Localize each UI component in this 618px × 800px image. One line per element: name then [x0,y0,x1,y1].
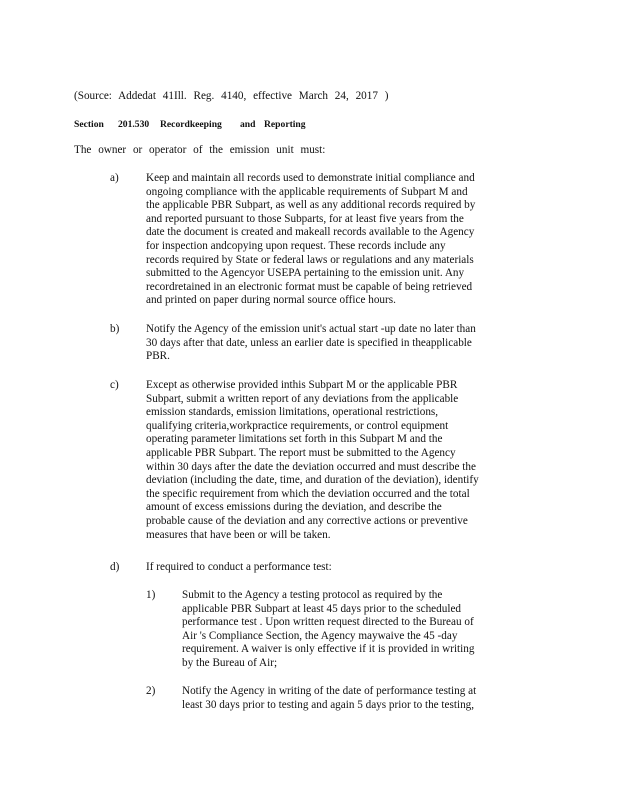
text-line: submitted to the Agencyor USEPA pertaining to the emission unit. Any [146,267,465,280]
text-line: qualifying criteria,workpractice requirements, or control equipment [146,419,449,432]
subitem-2-text [182,685,496,712]
subitem-2-label: 2) [146,685,156,697]
section-title-word-1: Recordkeeping [160,119,222,130]
text-line: recordretained in an electronic format must be capable of being retrieved [146,280,473,293]
text-line: for inspection andcopying upon request. These records include any [146,239,446,252]
text-line: amount of excess emissions during the deviation, and describe the [146,501,442,514]
item-a-text [146,172,498,308]
item-b-text [146,323,498,364]
subitem-1-label: 1) [146,589,156,601]
section-title-word-2: and [240,119,256,130]
item-d-text [146,561,498,575]
text-line: ongoing compliance with the applicable requirements of Subpart M and [146,185,468,198]
item-b-label: b) [110,323,120,335]
text-line: 30 days after that date, unless an earlier date is specified in theapplicable [146,336,472,349]
item-c-label: c) [110,379,119,391]
text-line: and reported pursuant to those Subparts, for at least five years from the [146,212,464,225]
text-line: the applicable PBR Subpart, as well as any additional records required by [146,199,476,212]
item-a-label: a) [110,172,119,184]
text-line: performance test . Upon written request directed to the Bureau of [182,616,474,629]
text-line: Except as otherwise provided inthis Subpart M or the applicable PBR [146,379,458,391]
text-line: least 30 days prior to testing and again 5 days prior to the testing, [182,698,475,711]
text-line: requirement. A waiver is only effective if it is provided in writing [182,643,475,656]
item-c-text [146,379,498,542]
text-line: and printed on paper during normal source office hours. [146,294,396,307]
text-line: Air 's Compliance Section, the Agency maywaive the 45 -day [182,629,458,642]
text-line: Keep and maintain all records used to demonstrate initial compliance and [146,172,475,184]
text-line: Notify the Agency in writing of the date of performance testing at [182,685,477,697]
text-line: measures that have been or will be taken. [146,528,331,541]
intro-text: The owner or operator of the emission unit must: [74,144,326,156]
text-line: applicable PBR Subpart. The report must be submitted to the Agency [146,446,456,459]
text-line: PBR. [146,350,170,363]
section-title-word-3: Reporting [264,119,306,130]
source-note: (Source: Addedat 41Ill. Reg. 4140, effective March 24, 2017 ) [74,90,389,102]
text-line: records required by State or federal laws or regulations and any materials [146,253,474,266]
text-line: Subpart, submit a written report of any deviations from the applicable [146,392,459,405]
text-line: Notify the Agency of the emission unit's actual start -up date no later than [146,323,476,335]
text-line: the specific requirement from which the deviation occurred and the total [146,487,470,500]
section-number: 201.530 [118,119,150,130]
text-line: date the document is created and makeall records available to the Agency [146,226,475,239]
text-line: deviation (including the date, time, and duration of the deviation), identify [146,474,479,487]
text-line: within 30 days after the date the deviation occurred and must describe the [146,460,476,473]
text-line: emission standards, emission limitations, operational restrictions, [146,406,439,419]
text-line: If required to conduct a performance test: [146,561,332,573]
text-line: probable cause of the deviation and any corrective actions or preventive [146,514,468,527]
section-label: Section [74,119,104,130]
text-line: operating parameter limitations set forth in this Subpart M and the [146,433,443,446]
item-d-label: d) [110,561,120,573]
text-line: by the Bureau of Air; [182,656,278,669]
text-line: Submit to the Agency a testing protocol as required by the [182,589,443,601]
subitem-1-text [182,589,496,671]
text-line: applicable PBR Subpart at least 45 days prior to the scheduled [182,602,462,615]
